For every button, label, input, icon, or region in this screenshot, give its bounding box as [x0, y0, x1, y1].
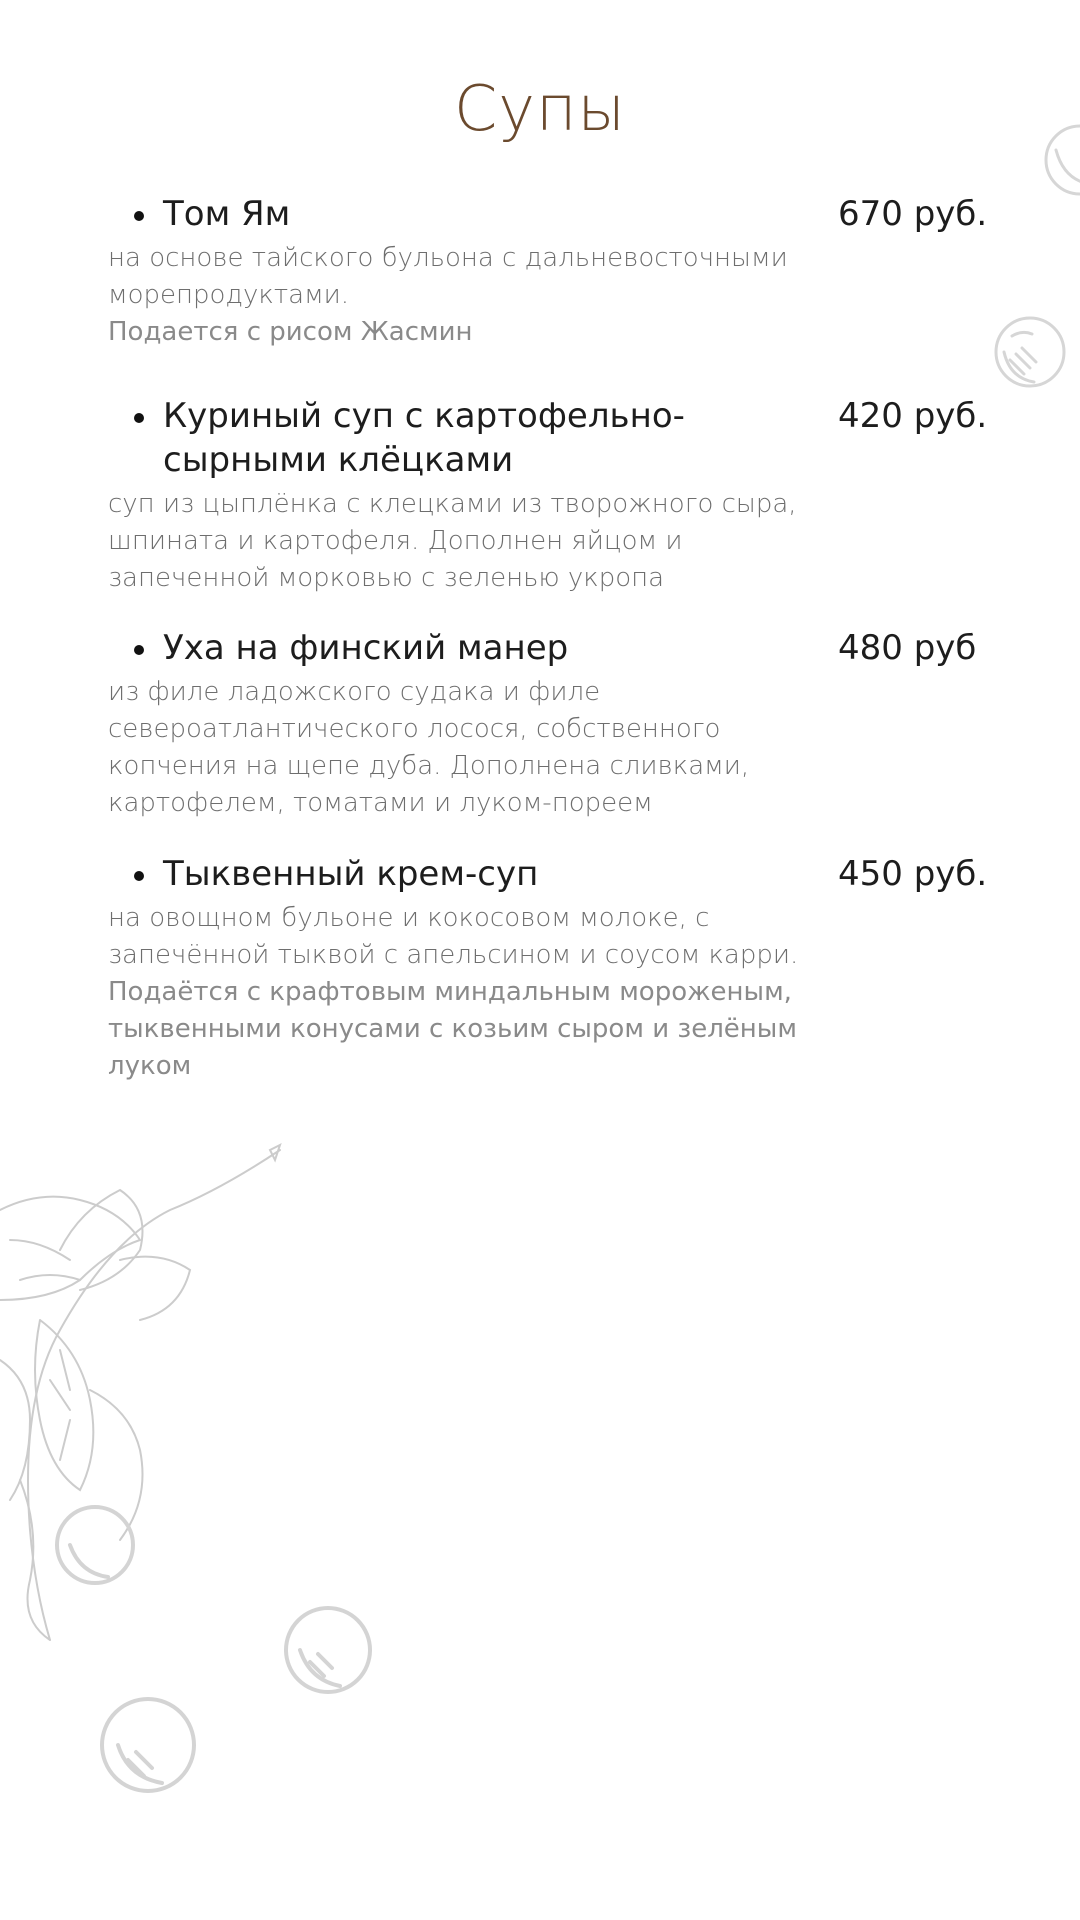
item-description: на основе тайского бульона с дальневосточными морепродуктами. — [108, 243, 788, 310]
item-note: Подается с рисом Жасмин — [108, 317, 473, 347]
berry-sketch-icon — [286, 1608, 370, 1692]
item-header — [108, 192, 988, 236]
item-description: на овощном бульоне и кокосовом молоке, с запечённой тыквой с апельсином и соусом карри. — [108, 903, 799, 970]
bullet-icon — [134, 413, 144, 423]
menu-item — [108, 852, 988, 1085]
berry-sketch-icon — [57, 1507, 133, 1583]
item-description: суп из цыплёнка с клецками из творожного сыра, шпината и картофеля. Дополнен яйцом и запеченной морковью с зеленью укропа — [108, 489, 797, 593]
page-title: Супы — [454, 72, 626, 145]
menu-item — [108, 626, 988, 822]
item-name: Куриный суп с картофельно-сырными клёцками — [163, 396, 685, 480]
menu-item — [108, 192, 988, 351]
oak-branch-sketch-icon — [0, 1145, 280, 1640]
berry-sketch-icon — [102, 1699, 194, 1791]
item-name: Уха на финский манер — [163, 628, 569, 668]
item-price: 420 руб. — [838, 396, 988, 436]
item-header — [108, 394, 988, 482]
item-header — [108, 852, 988, 896]
bullet-icon — [134, 871, 144, 881]
item-name: Тыквенный крем-суп — [163, 854, 539, 894]
item-price: 480 руб — [838, 628, 977, 668]
item-header — [108, 626, 988, 670]
menu-item — [108, 394, 988, 597]
bullet-icon — [134, 211, 144, 221]
item-note: Подаётся с крафтовым миндальным мороженым, тыквенными конусами с козьим сыром и зелёным луком — [108, 977, 797, 1081]
item-description: из филе ладожского судака и филе североатлантического лосося, собственного копчения на щепе дуба. Дополнена сливками, картофелем, томатами и луком-пореем — [108, 677, 750, 818]
item-price: 450 руб. — [838, 854, 988, 894]
item-price: 670 руб. — [838, 194, 988, 234]
bullet-icon — [134, 645, 144, 655]
berry-sketch-icon — [996, 318, 1064, 386]
item-name: Том Ям — [163, 194, 291, 234]
